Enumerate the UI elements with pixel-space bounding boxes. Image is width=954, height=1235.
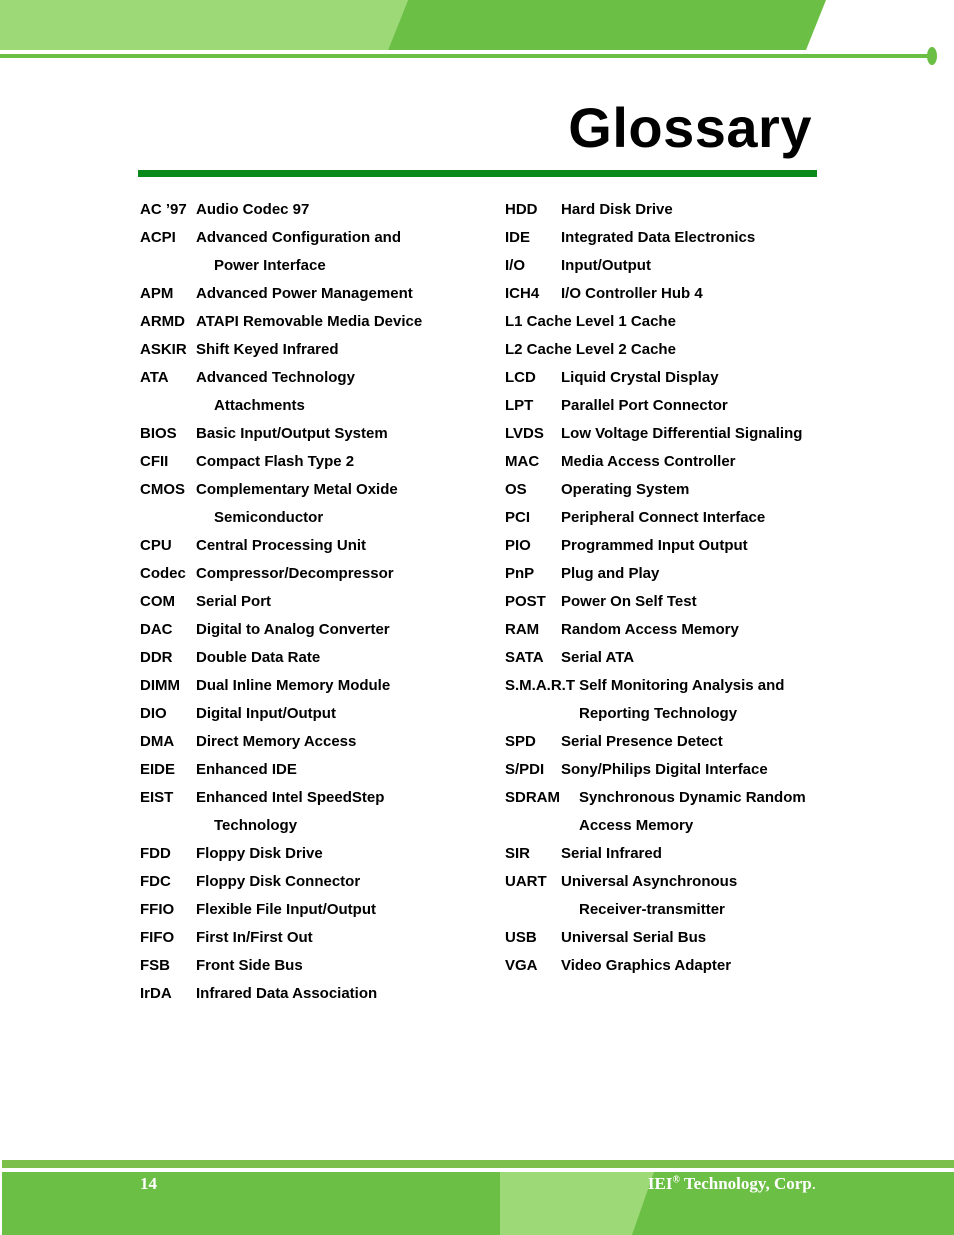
glossary-abbreviation: UART — [505, 873, 547, 890]
glossary-definition: Enhanced Intel SpeedStep — [196, 789, 385, 806]
glossary-entry — [140, 560, 485, 588]
glossary-abbreviation: IDE — [505, 229, 531, 246]
glossary-definition: Level 1 Cache — [575, 313, 676, 330]
glossary-definition-continued: Technology — [214, 817, 298, 834]
glossary-entry — [140, 896, 485, 924]
glossary-definition: Digital to Analog Converter — [196, 621, 390, 638]
glossary-abbreviation: DIMM — [140, 677, 180, 694]
glossary-definition: Front Side Bus — [196, 957, 303, 974]
glossary-entry — [140, 224, 485, 252]
glossary-abbreviation: MAC — [505, 453, 540, 470]
glossary-entry — [505, 924, 825, 952]
glossary-abbreviation: ATA — [140, 369, 169, 386]
glossary-definition-continued: Attachments — [214, 397, 305, 414]
glossary-entry — [505, 280, 825, 308]
glossary-abbreviation: LVDS — [505, 425, 544, 442]
registered-mark: ® — [672, 1174, 680, 1186]
glossary-definition: Random Access Memory — [561, 621, 739, 638]
glossary-abbreviation: L1 Cache — [505, 313, 572, 330]
glossary-definition-continued: Power Interface — [214, 257, 326, 274]
glossary-entry — [140, 756, 485, 784]
glossary-entry — [505, 560, 825, 588]
glossary-abbreviation: CFII — [140, 453, 169, 470]
glossary-entry — [140, 952, 485, 980]
glossary-entry — [140, 868, 485, 896]
title-rule — [138, 170, 817, 177]
glossary-entry — [140, 196, 485, 224]
glossary-entry — [140, 588, 485, 616]
glossary-abbreviation: DAC — [140, 621, 173, 638]
glossary-entry — [140, 980, 485, 1008]
glossary-definition-continued: Semiconductor — [214, 509, 324, 526]
glossary-abbreviation: DDR — [140, 649, 173, 666]
glossary-entry — [140, 840, 485, 868]
glossary-entry — [505, 728, 825, 756]
glossary-entry — [505, 840, 825, 868]
company-suffix: Technology, Corp — [679, 1174, 812, 1193]
glossary-entry — [505, 588, 825, 616]
glossary-definition: Central Processing Unit — [196, 537, 367, 554]
glossary-entry — [140, 364, 485, 392]
glossary-abbreviation: AC ’97 — [140, 201, 187, 218]
glossary-right-column — [505, 196, 825, 980]
glossary-definition: I/O Controller Hub 4 — [561, 285, 703, 302]
glossary-abbreviation: IrDA — [140, 985, 172, 1002]
glossary-entry — [140, 700, 485, 728]
glossary-entry — [140, 476, 485, 504]
glossary-definition: Hard Disk Drive — [561, 201, 673, 218]
glossary-abbreviation: RAM — [505, 621, 540, 638]
glossary-abbreviation: VGA — [505, 957, 538, 974]
glossary-entry — [505, 504, 825, 532]
company-prefix: IEI — [647, 1174, 673, 1193]
glossary-abbreviation: LCD — [505, 369, 536, 386]
glossary-left-column — [140, 196, 485, 1008]
glossary-entry — [140, 448, 485, 476]
footer-rule — [2, 1160, 954, 1168]
glossary-entry — [505, 308, 825, 336]
glossary-definition: Programmed Input Output — [561, 537, 748, 554]
glossary-definition: Floppy Disk Drive — [196, 845, 323, 862]
glossary-definition: Complementary Metal Oxide — [196, 481, 398, 498]
glossary-entry — [140, 308, 485, 336]
glossary-definition: Direct Memory Access — [196, 733, 357, 750]
glossary-definition: Advanced Technology — [196, 369, 355, 386]
glossary-abbreviation: EIST — [140, 789, 174, 806]
glossary-definition: Serial Infrared — [561, 845, 662, 862]
glossary-abbreviation: PCI — [505, 509, 531, 526]
glossary-definition: Serial Port — [196, 593, 272, 610]
glossary-abbreviation: PIO — [505, 537, 531, 554]
glossary-entry — [140, 784, 485, 812]
glossary-definition: Advanced Configuration and — [196, 229, 402, 246]
glossary-definition: Digital Input/Output — [196, 705, 336, 722]
glossary-definition: Dual Inline Memory Module — [196, 677, 391, 694]
glossary-entry — [505, 532, 825, 560]
glossary-abbreviation: BIOS — [140, 425, 177, 442]
glossary-entry — [140, 336, 485, 364]
glossary-definition: Compressor/Decompressor — [196, 565, 394, 582]
glossary-definition: Plug and Play — [561, 565, 660, 582]
header-banner — [0, 0, 954, 52]
glossary-definition-continued: Access Memory — [579, 817, 694, 834]
glossary-abbreviation: COM — [140, 593, 175, 610]
glossary-entry — [140, 924, 485, 952]
glossary-abbreviation: SPD — [505, 733, 536, 750]
glossary-entry — [505, 644, 825, 672]
glossary-definition: Enhanced IDE — [196, 761, 297, 778]
glossary-entry — [505, 868, 825, 896]
glossary-abbreviation: I/O — [505, 257, 526, 274]
glossary-entry — [140, 644, 485, 672]
glossary-abbreviation: S.M.A.R.T — [505, 677, 575, 694]
glossary-abbreviation: LPT — [505, 397, 534, 414]
glossary-abbreviation: DMA — [140, 733, 175, 750]
glossary-definition: Flexible File Input/Output — [196, 901, 376, 918]
glossary-definition: Sony/Philips Digital Interface — [561, 761, 768, 778]
glossary-definition: Basic Input/Output System — [196, 425, 388, 442]
glossary-entry — [505, 672, 825, 700]
glossary-entry — [505, 756, 825, 784]
glossary-abbreviation: ACPI — [140, 229, 176, 246]
glossary-abbreviation: FIFO — [140, 929, 175, 946]
glossary-abbreviation: ASKIR — [140, 341, 187, 358]
glossary-abbreviation: HDD — [505, 201, 538, 218]
glossary-entry — [505, 252, 825, 280]
glossary-definition: Parallel Port Connector — [561, 397, 728, 414]
glossary-definition: Infrared Data Association — [196, 985, 378, 1002]
glossary-definition: Input/Output — [561, 257, 651, 274]
glossary-abbreviation: EIDE — [140, 761, 176, 778]
glossary-definition: Integrated Data Electronics — [561, 229, 756, 246]
glossary-definition: Level 2 Cache — [575, 341, 676, 358]
glossary-abbreviation: USB — [505, 929, 537, 946]
glossary-definition: Video Graphics Adapter — [561, 957, 732, 974]
glossary-abbreviation: PnP — [505, 565, 535, 582]
glossary-definition: Media Access Controller — [561, 453, 736, 470]
glossary-entry — [505, 952, 825, 980]
glossary-definition: Universal Asynchronous — [561, 873, 738, 890]
glossary-abbreviation: DIO — [140, 705, 167, 722]
glossary-definition: Compact Flash Type 2 — [196, 453, 355, 470]
glossary-entry — [505, 364, 825, 392]
glossary-entry — [505, 420, 825, 448]
company-period: . — [811, 1174, 816, 1193]
glossary-entry — [505, 784, 825, 812]
glossary-abbreviation: SATA — [505, 649, 544, 666]
glossary-entry — [140, 280, 485, 308]
glossary-definition: ATAPI Removable Media Device — [196, 313, 423, 330]
glossary-definition: Serial ATA — [561, 649, 635, 666]
glossary-entry — [505, 616, 825, 644]
glossary-abbreviation: FDC — [140, 873, 171, 890]
glossary-entry — [140, 616, 485, 644]
page-number: 14 — [140, 1174, 157, 1193]
glossary-definition-continued: Reporting Technology — [579, 705, 738, 722]
glossary-definition: Operating System — [561, 481, 690, 498]
glossary-definition: Universal Serial Bus — [561, 929, 707, 946]
glossary-abbreviation: ARMD — [140, 313, 185, 330]
glossary-definition: Low Voltage Differential Signaling — [561, 425, 803, 442]
glossary-entry — [505, 476, 825, 504]
glossary-definition: Double Data Rate — [196, 649, 321, 666]
glossary-definition: Peripheral Connect Interface — [561, 509, 766, 526]
glossary-abbreviation: ICH4 — [505, 285, 540, 302]
glossary-abbreviation: CMOS — [140, 481, 185, 498]
glossary-definition: Serial Presence Detect — [561, 733, 723, 750]
glossary-entry — [140, 672, 485, 700]
glossary-definition: Advanced Power Management — [196, 285, 413, 302]
glossary-definition: Power On Self Test — [561, 593, 697, 610]
glossary-definition: Self Monitoring Analysis and — [579, 677, 785, 694]
glossary-abbreviation: Codec — [140, 565, 186, 582]
glossary-abbreviation: POST — [505, 593, 546, 610]
glossary-abbreviation: L2 Cache — [505, 341, 572, 358]
glossary-abbreviation: OS — [505, 481, 527, 498]
glossary-abbreviation: SDRAM — [505, 789, 560, 806]
glossary-entry — [140, 532, 485, 560]
glossary-abbreviation: FDD — [140, 845, 171, 862]
glossary-entry — [140, 420, 485, 448]
glossary-definition-continued: Receiver-transmitter — [579, 901, 725, 918]
glossary-abbreviation: S/PDI — [505, 761, 545, 778]
glossary-entry — [505, 448, 825, 476]
glossary-definition: Shift Keyed Infrared — [196, 341, 339, 358]
page-title: Glossary — [568, 96, 812, 159]
glossary-entry — [505, 336, 825, 364]
glossary-abbreviation: SIR — [505, 845, 531, 862]
glossary-abbreviation: FSB — [140, 957, 170, 974]
glossary-abbreviation: CPU — [140, 537, 172, 554]
glossary-definition: Liquid Crystal Display — [561, 369, 719, 386]
glossary-entry — [505, 224, 825, 252]
company-name — [648, 1174, 816, 1194]
glossary-abbreviation: APM — [140, 285, 174, 302]
glossary-definition: First In/First Out — [196, 929, 313, 946]
glossary-entry — [140, 728, 485, 756]
glossary-definition: Audio Codec 97 — [196, 201, 310, 218]
glossary-definition: Synchronous Dynamic Random — [579, 789, 806, 806]
glossary-abbreviation: FFIO — [140, 901, 175, 918]
glossary-definition: Floppy Disk Connector — [196, 873, 361, 890]
glossary-entry — [505, 392, 825, 420]
glossary-entry — [505, 196, 825, 224]
